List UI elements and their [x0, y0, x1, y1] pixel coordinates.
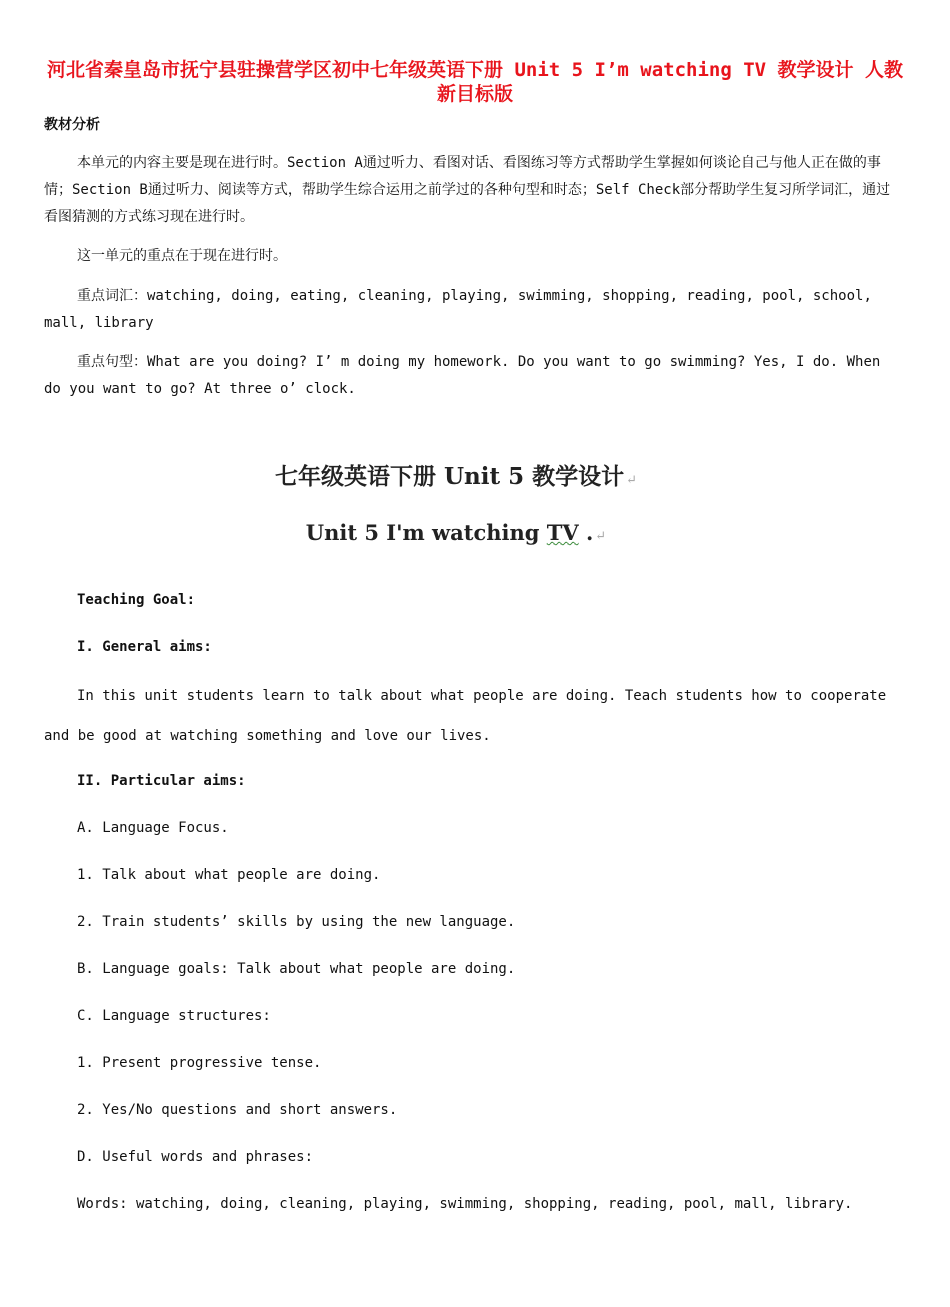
list-item: D. Useful words and phrases: [77, 1149, 314, 1165]
embedded-title-1-text: 七年级英语下册 Unit 5 教学设计 [274, 463, 625, 490]
section-heading: 教材分析 [44, 117, 100, 133]
focus-paragraph: 这一单元的重点在于现在进行时。 [77, 248, 287, 264]
list-item: 2. Train students’ skills by using the new language. [77, 914, 516, 930]
embedded-title-1 [0, 458, 906, 491]
document-title: 河北省秦皇岛市抚宁县驻操营学区初中七年级英语下册 Unit 5 I’m watching TV 教学设计 人教新目标版 [47, 59, 903, 105]
intro-paragraph: 本单元的内容主要是现在进行时。Section A通过听力、看图对话、看图练习等方式帮助学生掌握如何谈论自己与他人正在做的事情；Section B通过听力、阅读等方式，帮助学生综合运用之前学过的各种句型和时态；Self Check部分帮助学生复习所学词汇，通过看图猜测的方式练习现在进行时。 [44, 155, 891, 225]
teaching-goal-heading: Teaching Goal: [77, 592, 196, 608]
particular-aims-heading: II. Particular aims: [77, 773, 246, 789]
list-item: A. Language Focus. [77, 820, 229, 836]
list-item: 1. Talk about what people are doing. [77, 867, 381, 883]
general-aims-heading: I. General aims: [77, 639, 212, 655]
list-item: C. Language structures: [77, 1008, 271, 1024]
list-item: 1. Present progressive tense. [77, 1055, 322, 1071]
embedded-title-2 [0, 520, 906, 545]
embedded-title-2-suffix: . [578, 520, 594, 545]
paragraph-mark-icon: ↵ [595, 529, 607, 544]
embedded-title-2-tv: TV [546, 520, 579, 545]
paragraph-mark-icon: ↵ [626, 473, 638, 488]
list-item: Words: watching, doing, cleaning, playing, swimming, shopping, reading, pool, mall, library. [77, 1196, 853, 1212]
key-sentences-paragraph: 重点句型：What are you doing? I’ m doing my homework. Do you want to go swimming? Yes, I do. When do you want to go? At three o’ clock. [44, 354, 881, 397]
embedded-title-2-prefix: Unit 5 I'm watching [305, 520, 547, 545]
general-aims-text: In this unit students learn to talk about what people are doing. Teach students how to cooperate and be good at watching something and love our lives. [44, 688, 887, 744]
list-item: B. Language goals: Talk about what people are doing. [77, 961, 516, 977]
key-vocabulary-paragraph: 重点词汇：watching, doing, eating, cleaning, playing, swimming, shopping, reading, pool, school, mall, library [44, 288, 872, 331]
list-item: 2. Yes/No questions and short answers. [77, 1102, 398, 1118]
